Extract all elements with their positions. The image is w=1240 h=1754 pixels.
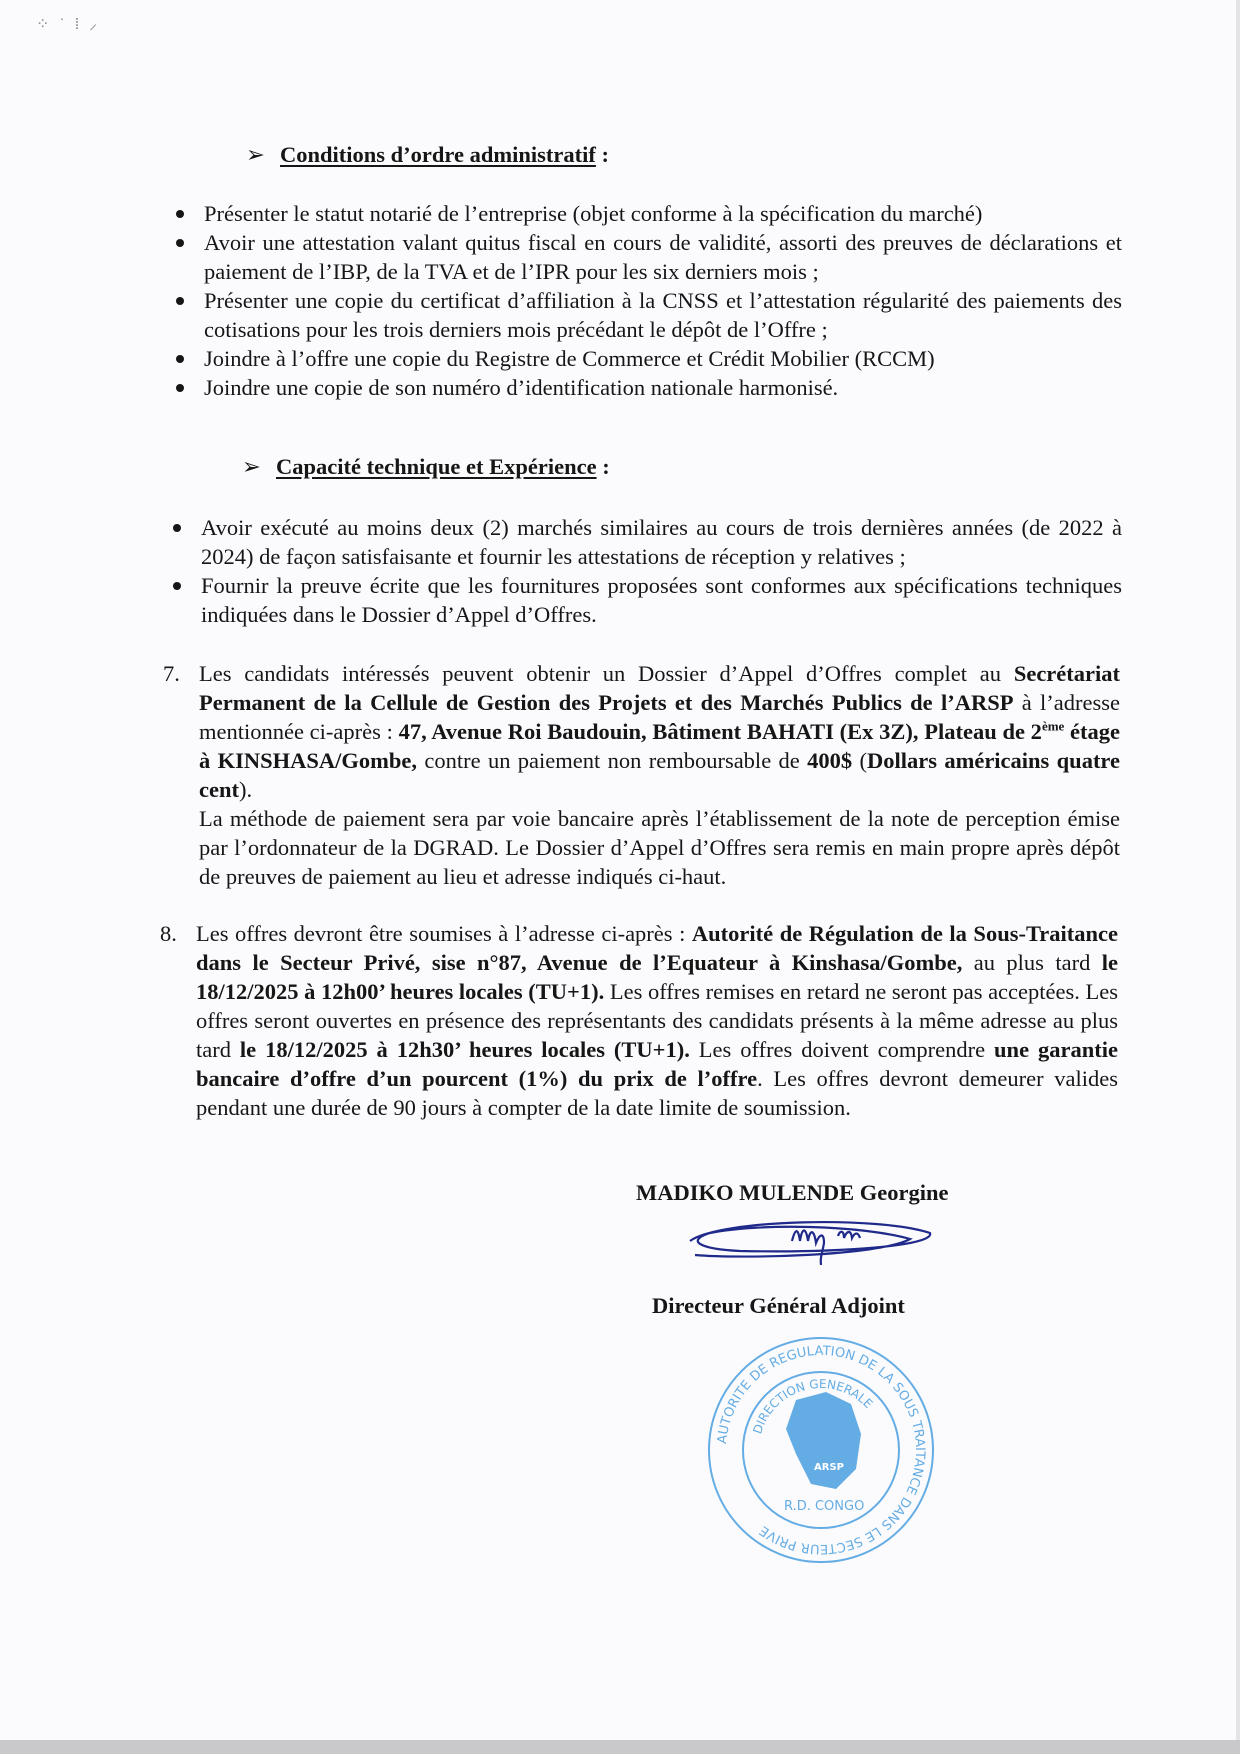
text-segment: au plus tard — [962, 950, 1102, 975]
arrow-bullet-icon: ➢ — [242, 454, 261, 479]
heading-title: Capacité technique et Expérience — [276, 454, 597, 479]
signatory-title: Directeur Général Adjoint — [652, 1293, 905, 1318]
list-item-text: Présenter une copie du certificat d’affiliation à la CNSS et l’attestation régularité des paiements des cotisations pour les trois derniers mois précédant le dépôt de l’Offre ; — [204, 288, 1122, 342]
list-item — [204, 228, 1122, 286]
item-8-paragraph — [196, 919, 1118, 1122]
signatory-name: MADIKO MULENDE Georgine — [636, 1180, 949, 1205]
admin-conditions-list — [204, 199, 1122, 402]
list-item — [201, 571, 1122, 629]
list-item-text: Avoir exécuté au moins deux (2) marchés similaires au cours de trois dernières années (de 2022 à 2024) de façon satisfaisante et fournir les attestations de réception y relatives ; — [201, 515, 1122, 569]
bullet-icon — [176, 210, 184, 218]
official-stamp — [696, 1330, 946, 1570]
bullet-icon — [176, 384, 184, 392]
list-item — [204, 199, 1122, 228]
bullet-icon — [176, 239, 184, 247]
item-7-payment-paragraph: La méthode de paiement sera par voie bancaire après l’établissement de la note de perception émise par l’ordonnateur de la DGRAD. Le Dossier d’Appel d’Offres sera remis en main propre après dépôt de preuves de paiement au lieu et adresse indiqués ci-haut. — [199, 806, 1120, 889]
heading-admin-conditions — [246, 140, 1240, 169]
stamp-logo-text: ARSP — [814, 1462, 844, 1473]
list-item — [201, 513, 1122, 571]
bullet-icon — [173, 582, 181, 590]
list-item — [204, 373, 1122, 402]
bold-text-segment: Dollars américains quatre cent — [199, 748, 1120, 802]
item-8 — [160, 919, 1119, 1122]
text-segment: ( — [852, 748, 867, 773]
text-segment: Les candidats intéressés peuvent obtenir un Dossier d’Appel d’Offres complet au — [199, 661, 1014, 686]
technical-capacity-list — [201, 513, 1122, 629]
bold-text-segment: ème — [1041, 718, 1065, 734]
bold-text-segment: 47, Avenue Roi Baudouin, Bâtiment BAHATI (Ex 3Z), Plateau de 2 — [398, 719, 1042, 744]
list-item-text: Joindre à l’offre une copie du Registre de Commerce et Crédit Mobilier (RCCM) — [204, 346, 935, 371]
text-segment: Les offres doivent comprendre — [689, 1037, 995, 1062]
signature-block — [636, 1178, 1240, 1558]
list-item — [204, 286, 1122, 344]
bold-text-segment: 400$ — [807, 748, 853, 773]
list-item-text: Présenter le statut notarié de l’entreprise (objet conforme à la spécification du marché) — [204, 201, 983, 226]
scan-artifact: ⁘ ˙ ⁞ ⸝ — [36, 16, 101, 33]
arrow-bullet-icon: ➢ — [246, 142, 265, 167]
item-number: 7. — [163, 661, 180, 686]
stamp-country-text: R.D. CONGO — [784, 1499, 865, 1514]
bold-text-segment: le 18/12/2025 à 12h30’ heures locales (TU+1). — [239, 1037, 690, 1062]
bold-text-segment: étage à KINSHASA/Gombe, — [199, 719, 1121, 773]
list-item-text: Joindre une copie de son numéro d’identification nationale harmonisé. — [204, 375, 839, 400]
stamp-inner-text: DIRECTION GENERALE — [750, 1376, 876, 1436]
scan-edge — [1236, 0, 1240, 1754]
bold-text-segment: Secrétariat Permanent de la Cellule de Gestion des Projets et des Marchés Publics de l’ARSP — [199, 661, 1120, 715]
heading-suffix: : — [595, 142, 609, 167]
item-number: 8. — [160, 921, 177, 946]
heading-title: Conditions d’ordre administratif — [280, 142, 596, 167]
bold-text-segment: le 18/12/2025 à 12h00’ heures locales (TU+1). — [196, 950, 1118, 1004]
bullet-icon — [173, 524, 181, 532]
list-item-text: Avoir une attestation valant quitus fiscal en cours de validité, assorti des preuves de déclarations et paiement de l’IBP, de la TVA et de l’IPR pour les six derniers mois ; — [204, 230, 1122, 284]
bullet-icon — [176, 355, 184, 363]
text-segment: contre un paiement non remboursable de — [417, 748, 808, 773]
text-segment: Les offres remises en retard ne seront pas acceptées. Les offres seront ouvertes en présence des représentants des candidats présents à la même adresse au plus tard — [196, 979, 1118, 1062]
stamp-ring-text: AUTORITE DE REGULATION DE LA SOUS TRAITANCE DANS LE SECTEUR PRIVE — [715, 1343, 928, 1557]
item-7-paragraph — [199, 659, 1120, 804]
text-segment: à l’adresse mentionnée ci-après : — [199, 690, 1120, 744]
bold-text-segment: une garantie bancaire d’offre d’un pourcent (1%) du prix de l’offre — [196, 1037, 1118, 1091]
text-segment: . Les offres devront demeurer valides pendant une durée de 90 jours à compter de la date limite de soumission. — [196, 1066, 1118, 1120]
item-7 — [163, 659, 1121, 891]
handwritten-signature — [680, 1211, 940, 1271]
list-item — [204, 344, 1122, 373]
bullet-icon — [176, 297, 184, 305]
heading-technical-capacity — [242, 452, 1240, 481]
heading-suffix: : — [596, 454, 610, 479]
stamp-map-icon — [786, 1392, 861, 1489]
text-segment: ). — [238, 777, 253, 802]
list-item-text: Fournir la preuve écrite que les fournitures proposées sont conformes aux spécifications techniques indiquées dans le Dossier d’Appel d’Offres. — [201, 573, 1122, 627]
bold-text-segment: Autorité de Régulation de la Sous-Traitance dans le Secteur Privé, sise n°87, Avenue de l’Equateur à Kinshasa/Gombe, — [196, 921, 1119, 975]
scan-edge — [0, 1740, 1240, 1754]
text-segment: Les offres devront être soumises à l’adresse ci-après : — [196, 921, 692, 946]
